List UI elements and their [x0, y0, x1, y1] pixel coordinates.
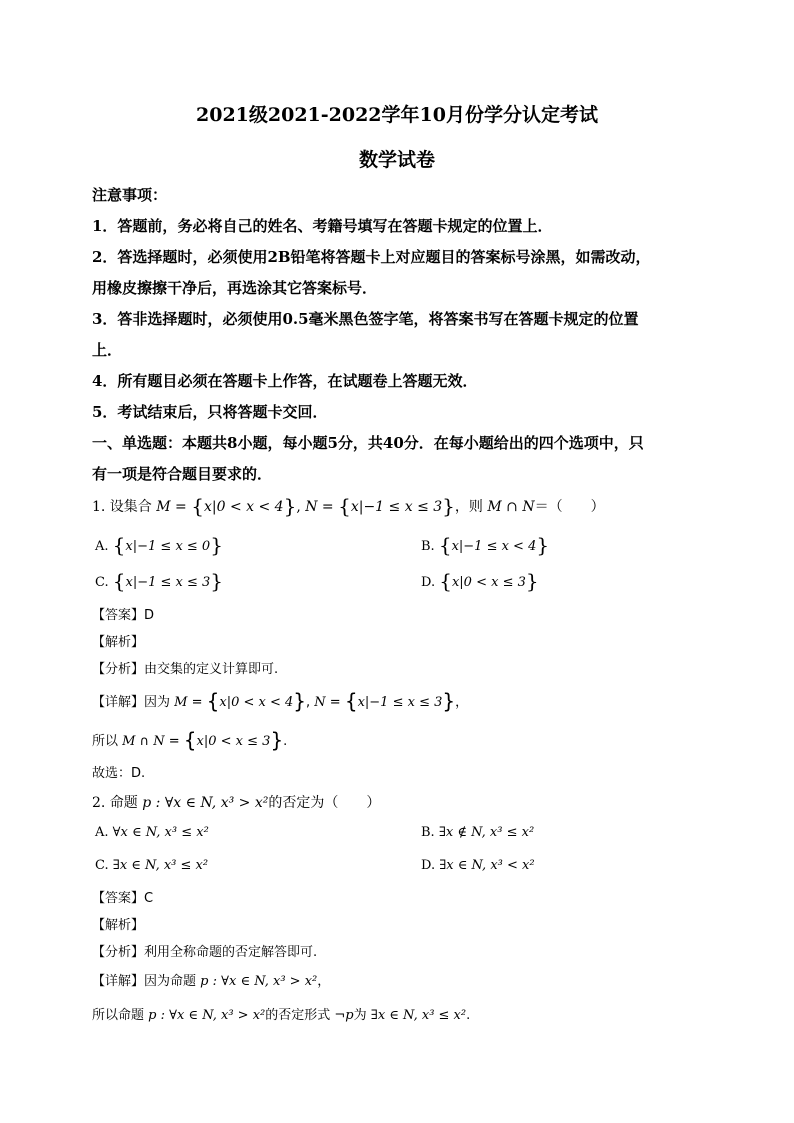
- q2-analysis-tag: 【解析】: [92, 918, 145, 933]
- q2-option-a: A. ∀x ∈ N, x³ ≤ x²: [95, 825, 209, 840]
- question-1-stem: 1. 设集合 M = {x|0 < x < 4}, N = {x|−1 ≤ x ≤ 3}，则 M ∩ N＝（ ）: [92, 494, 605, 518]
- q2-negation: 所以命题 p : ∀x ∈ N, x³ > x²的否定形式 ¬p为 ∃x ∈ N, x³ ≤ x².: [92, 1008, 471, 1023]
- q2-fenxi: 【分析】利用全称命题的否定解答即可.: [92, 945, 318, 960]
- notice-line-4: 3．答非选择题时，必须使用0.5毫米黑色签字笔，将答案书写在答题卡规定的位置: [92, 310, 639, 328]
- notice-line-5: 上．: [92, 341, 123, 359]
- exam-subtitle: 数学试卷: [358, 149, 435, 171]
- q2-answer: 【答案】C: [92, 891, 154, 906]
- q1-option-a: A. {x|−1 ≤ x ≤ 0}: [95, 533, 223, 557]
- notice-line-7: 5．考试结束后，只将答题卡交回．: [92, 403, 328, 421]
- notice-line-2: 2．答选择题时，必须使用2B铅笔将答题卡上对应题目的答案标号涂黑，如需改动，: [92, 248, 651, 266]
- q1-answer: 【答案】D: [92, 608, 155, 623]
- q1-set-m: x|0 < x < 4: [203, 499, 284, 515]
- q2-option-d: D. ∃x ∈ N, x³ < x²: [421, 858, 535, 873]
- exam-title: 2021级2021-2022学年10月份学分认定考试: [196, 104, 598, 126]
- q2-option-b: B. ∃x ∉ N, x³ ≤ x²: [421, 825, 535, 840]
- notice-line-1: 1．答题前，务必将自己的姓名、考籍号填写在答题卡规定的位置上．: [92, 217, 553, 235]
- q1-prefix: 1. 设集合: [92, 499, 152, 515]
- q1-analysis-tag: 【解析】: [92, 635, 145, 650]
- notice-heading: 注意事项：: [92, 186, 168, 204]
- q1-set-n: x|−1 ≤ x ≤ 3: [350, 499, 443, 515]
- q1-option-c: C. {x|−1 ≤ x ≤ 3}: [95, 569, 224, 593]
- q1-xiangjie: 【详解】因为 M = {x|0 < x < 4}, N = {x|−1 ≤ x ≤ 3}，: [92, 689, 469, 713]
- q1-result: 所以 M ∩ N = {x|0 < x ≤ 3}.: [92, 728, 288, 752]
- q1-option-d: D. {x|0 < x ≤ 3}: [421, 569, 539, 593]
- q1-option-b: B. {x|−1 ≤ x < 4}: [421, 533, 550, 557]
- notice-line-6: 4．所有题目必须在答题卡上作答，在试题卷上答题无效．: [92, 372, 478, 390]
- section-heading-line-2: 有一项是符合题目要求的．: [92, 465, 273, 483]
- q1-blank: ＝（ ）: [534, 499, 605, 515]
- q1-conclusion: 故选：D.: [92, 766, 146, 781]
- notice-line-3: 用橡皮擦擦干净后，再选涂其它答案标号．: [92, 279, 378, 297]
- q1-fenxi: 【分析】由交集的定义计算即可.: [92, 662, 279, 677]
- q1-suffix: ，则: [454, 499, 483, 515]
- section-heading-line-1: 一、单选题：本题共8小题，每小题5分，共40分．在每小题给出的四个选项中，只: [92, 434, 644, 452]
- question-2-stem: 2. 命题 p : ∀x ∈ N, x³ > x²的否定为（ ）: [92, 795, 381, 811]
- q2-option-c: C. ∃x ∈ N, x³ ≤ x²: [95, 858, 209, 873]
- q2-statement: p : ∀x ∈ N, x³ > x²: [142, 795, 269, 811]
- q2-xiangjie: 【详解】因为命题 p : ∀x ∈ N, x³ > x²，: [92, 974, 331, 989]
